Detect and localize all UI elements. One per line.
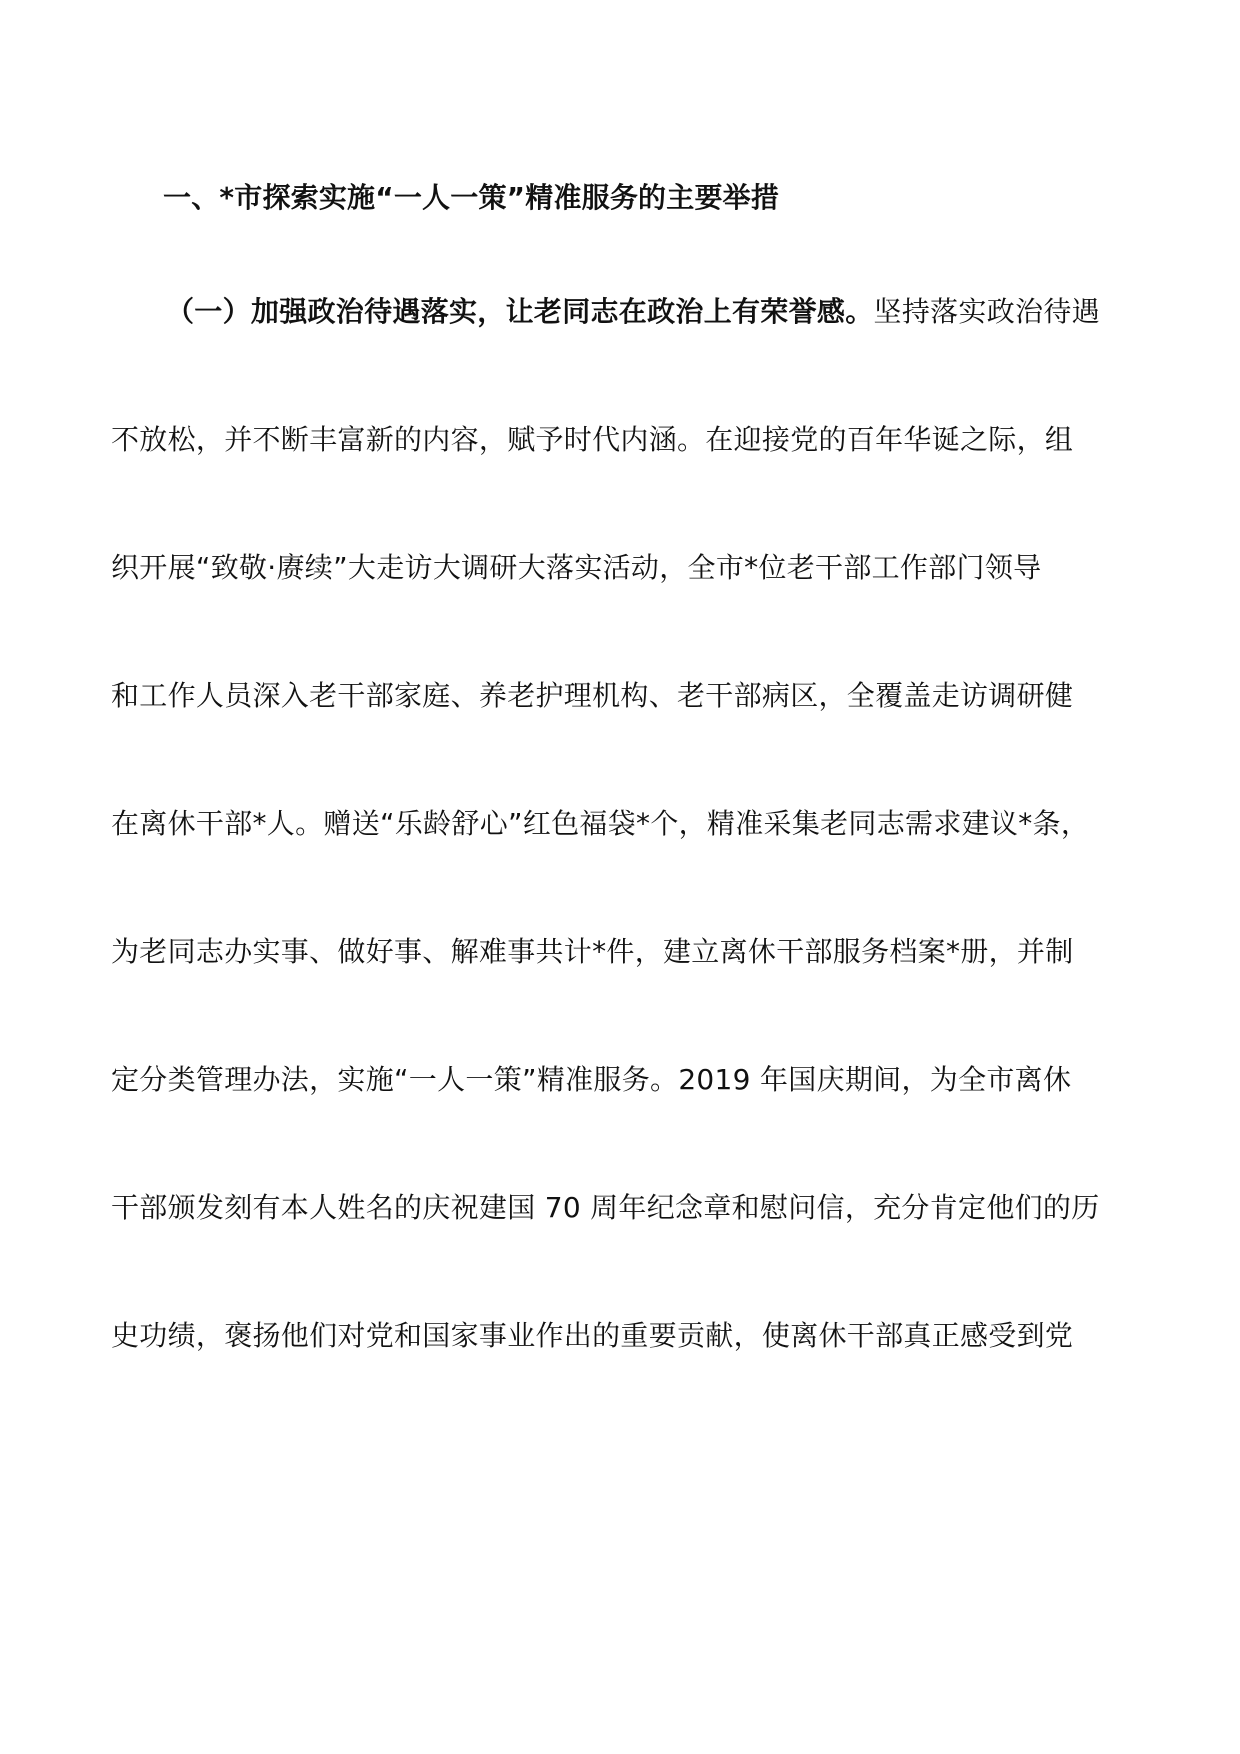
paragraph-line [166,290,1100,334]
paragraph-line: 和工作人员深入老干部家庭、养老护理机构、老干部病区，全覆盖走访调研健 [111,679,1074,712]
paragraph-text: 坚持落实政治待遇 [873,295,1100,328]
paragraph-line: 不放松，并不断丰富新的内容，赋予时代内涵。在迎接党的百年华诞之际，组 [111,423,1074,456]
paragraph-line: 织开展“致敬·赓续”大走访大调研大落实活动，全市*位老干部工作部门领导 [111,551,1042,584]
paragraph-line: 在离休干部*人。赠送“乐龄舒心”红色福袋*个，精准采集老同志需求建议*条， [111,807,1090,840]
subsection-title: （一）加强政治待遇落实，让老同志在政治上有荣誉感。 [166,295,874,328]
paragraph-line: 定分类管理办法，实施“一人一策”精准服务。2019 年国庆期间，为全市离休 [111,1063,1072,1096]
paragraph-line: 史功绩，褒扬他们对党和国家事业作出的重要贡献，使离休干部真正感受到党 [111,1319,1074,1352]
paragraph-line: 干部颁发刻有本人姓名的庆祝建国 70 周年纪念章和慰问信，充分肯定他们的历 [111,1191,1100,1224]
paragraph-line: 为老同志办实事、做好事、解难事共计*件，建立离休干部服务档案*册，并制 [111,935,1074,968]
section-heading: 一、*市探索实施“一人一策”精准服务的主要举措 [163,181,780,214]
